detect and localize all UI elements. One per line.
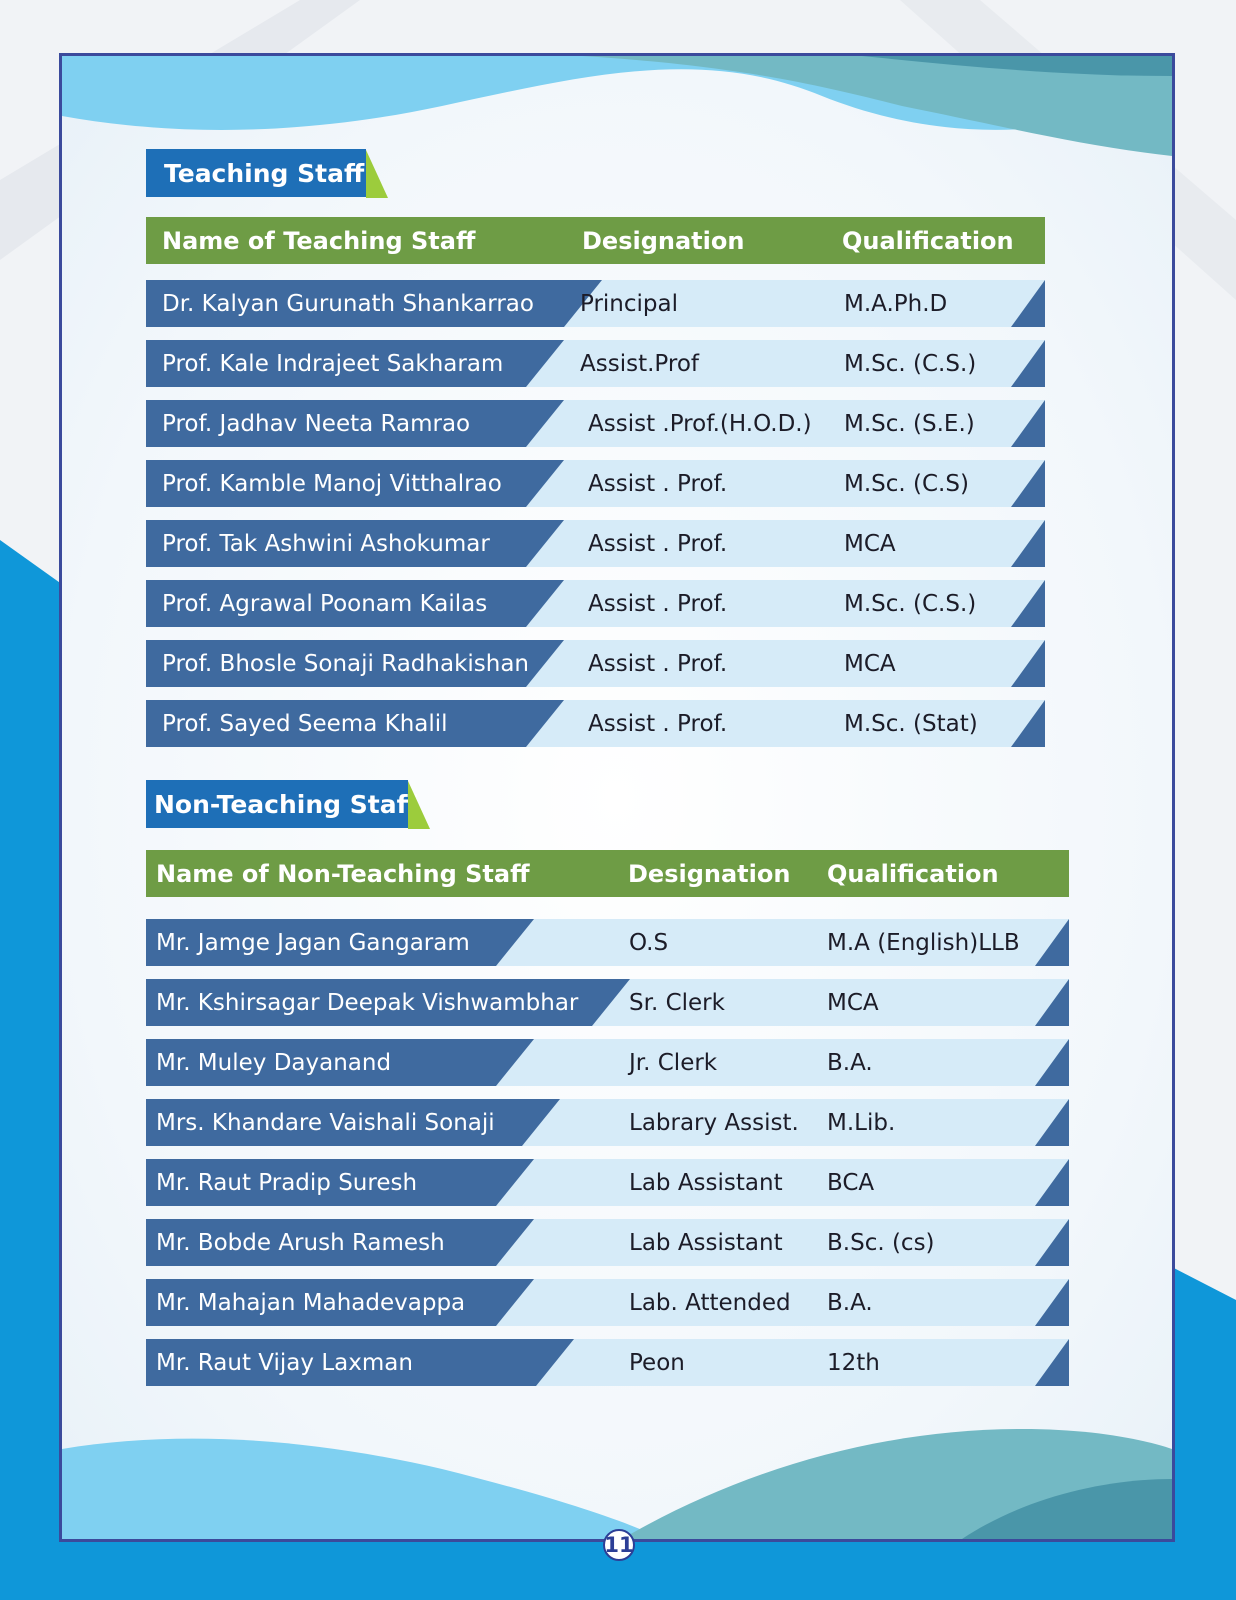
- staff-designation: Assist . Prof.: [588, 650, 728, 677]
- staff-qualification: M.Sc. (C.S): [844, 470, 969, 497]
- staff-name: Prof. Kamble Manoj Vitthalrao: [162, 470, 502, 497]
- staff-qualification: BCA: [827, 1169, 875, 1196]
- staff-qualification: M.Sc. (C.S.): [844, 350, 977, 377]
- table-header: [146, 850, 1069, 897]
- table-row: [146, 580, 1045, 627]
- table-row: [146, 700, 1045, 747]
- staff-designation: Principal: [580, 290, 679, 317]
- staff-name: Mr. Kshirsagar Deepak Vishwambhar: [156, 989, 579, 1016]
- table-row: [146, 1159, 1069, 1206]
- header-name: Name of Non-Teaching Staff: [156, 859, 530, 888]
- teaching-staff-tag: [146, 148, 388, 198]
- tag-accent-shape: [366, 150, 388, 198]
- staff-name: Prof. Kale Indrajeet Sakharam: [162, 350, 504, 377]
- table-row: [146, 640, 1045, 687]
- staff-designation: Lab Assistant: [629, 1229, 783, 1256]
- staff-designation: Assist .Prof.(H.O.D.): [588, 410, 812, 437]
- staff-qualification: B.A.: [827, 1289, 873, 1316]
- brochure-page: [59, 53, 1175, 1542]
- staff-name: Mr. Bobde Arush Ramesh: [156, 1229, 445, 1256]
- table-row: [146, 1039, 1069, 1086]
- page-number: 11: [603, 1529, 635, 1561]
- staff-designation: Assist . Prof.: [588, 590, 728, 617]
- table-row: [146, 1279, 1069, 1326]
- table-row: [146, 520, 1045, 567]
- table-row: [146, 1339, 1069, 1386]
- staff-designation: Sr. Clerk: [629, 989, 725, 1016]
- tag-accent-shape: [408, 781, 430, 829]
- staff-name: Mr. Raut Pradip Suresh: [156, 1169, 418, 1196]
- non-teaching-staff-tag: [146, 779, 430, 829]
- staff-qualification: B.A.: [827, 1049, 873, 1076]
- staff-name: Mrs. Khandare Vaishali Sonaji: [156, 1109, 495, 1136]
- staff-qualification: B.Sc. (cs): [827, 1229, 935, 1256]
- teaching-staff-table: [146, 217, 1045, 747]
- table-row: [146, 400, 1045, 447]
- non-teaching-staff-table: [146, 850, 1069, 1386]
- staff-designation: Jr. Clerk: [629, 1049, 718, 1076]
- staff-qualification: M.Sc. (C.S.): [844, 590, 977, 617]
- staff-name: Mr. Muley Dayanand: [156, 1049, 392, 1076]
- table-row: [146, 460, 1045, 507]
- table-row: [146, 919, 1069, 966]
- staff-designation: Assist . Prof.: [588, 710, 728, 737]
- staff-name: Prof. Jadhav Neeta Ramrao: [162, 410, 471, 437]
- bottom-wave-decoration: [62, 1409, 1172, 1539]
- staff-qualification: M.A (English)LLB: [827, 929, 1020, 956]
- staff-name: Mr. Jamge Jagan Gangaram: [156, 929, 470, 956]
- staff-qualification: M.Sc. (S.E.): [844, 410, 975, 437]
- header-designation: Designation: [628, 859, 791, 888]
- header-qualification: Qualification: [842, 226, 1014, 255]
- staff-name: Dr. Kalyan Gurunath Shankarrao: [162, 290, 534, 317]
- table-row: [146, 979, 1069, 1026]
- table-row: [146, 280, 1045, 327]
- header-name: Name of Teaching Staff: [162, 226, 476, 255]
- staff-name: Prof. Tak Ashwini Ashokumar: [162, 530, 490, 557]
- staff-qualification: MCA: [844, 650, 896, 677]
- staff-qualification: MCA: [844, 530, 896, 557]
- staff-name: Prof. Bhosle Sonaji Radhakishan: [162, 650, 530, 677]
- staff-qualification: 12th: [827, 1349, 880, 1376]
- header-qualification: Qualification: [827, 859, 999, 888]
- staff-designation: Assist . Prof.: [588, 470, 728, 497]
- table-row: [146, 1219, 1069, 1266]
- table-row: [146, 1099, 1069, 1146]
- header-designation: Designation: [582, 226, 745, 255]
- staff-qualification: M.Lib.: [827, 1109, 896, 1136]
- staff-name: Mr. Mahajan Mahadevappa: [156, 1289, 466, 1316]
- staff-qualification: M.Sc. (Stat): [844, 710, 978, 737]
- staff-name: Prof. Agrawal Poonam Kailas: [162, 590, 488, 617]
- table-row: [146, 340, 1045, 387]
- staff-designation: Assist . Prof.: [588, 530, 728, 557]
- staff-qualification: MCA: [827, 989, 879, 1016]
- staff-name: Prof. Sayed Seema Khalil: [162, 710, 448, 737]
- non-teaching-staff-title: Non-Teaching Staff: [146, 780, 408, 828]
- staff-designation: Lab Assistant: [629, 1169, 783, 1196]
- staff-designation: O.S: [629, 929, 669, 956]
- teaching-staff-title: Teaching Staff: [146, 149, 366, 197]
- staff-designation: Lab. Attended: [629, 1289, 791, 1316]
- staff-qualification: M.A.Ph.D: [844, 290, 948, 317]
- staff-designation: Peon: [629, 1349, 685, 1376]
- table-header: [146, 217, 1045, 264]
- staff-name: Mr. Raut Vijay Laxman: [156, 1349, 413, 1376]
- staff-designation: Labrary Assist.: [629, 1109, 799, 1136]
- staff-designation: Assist.Prof: [580, 350, 699, 377]
